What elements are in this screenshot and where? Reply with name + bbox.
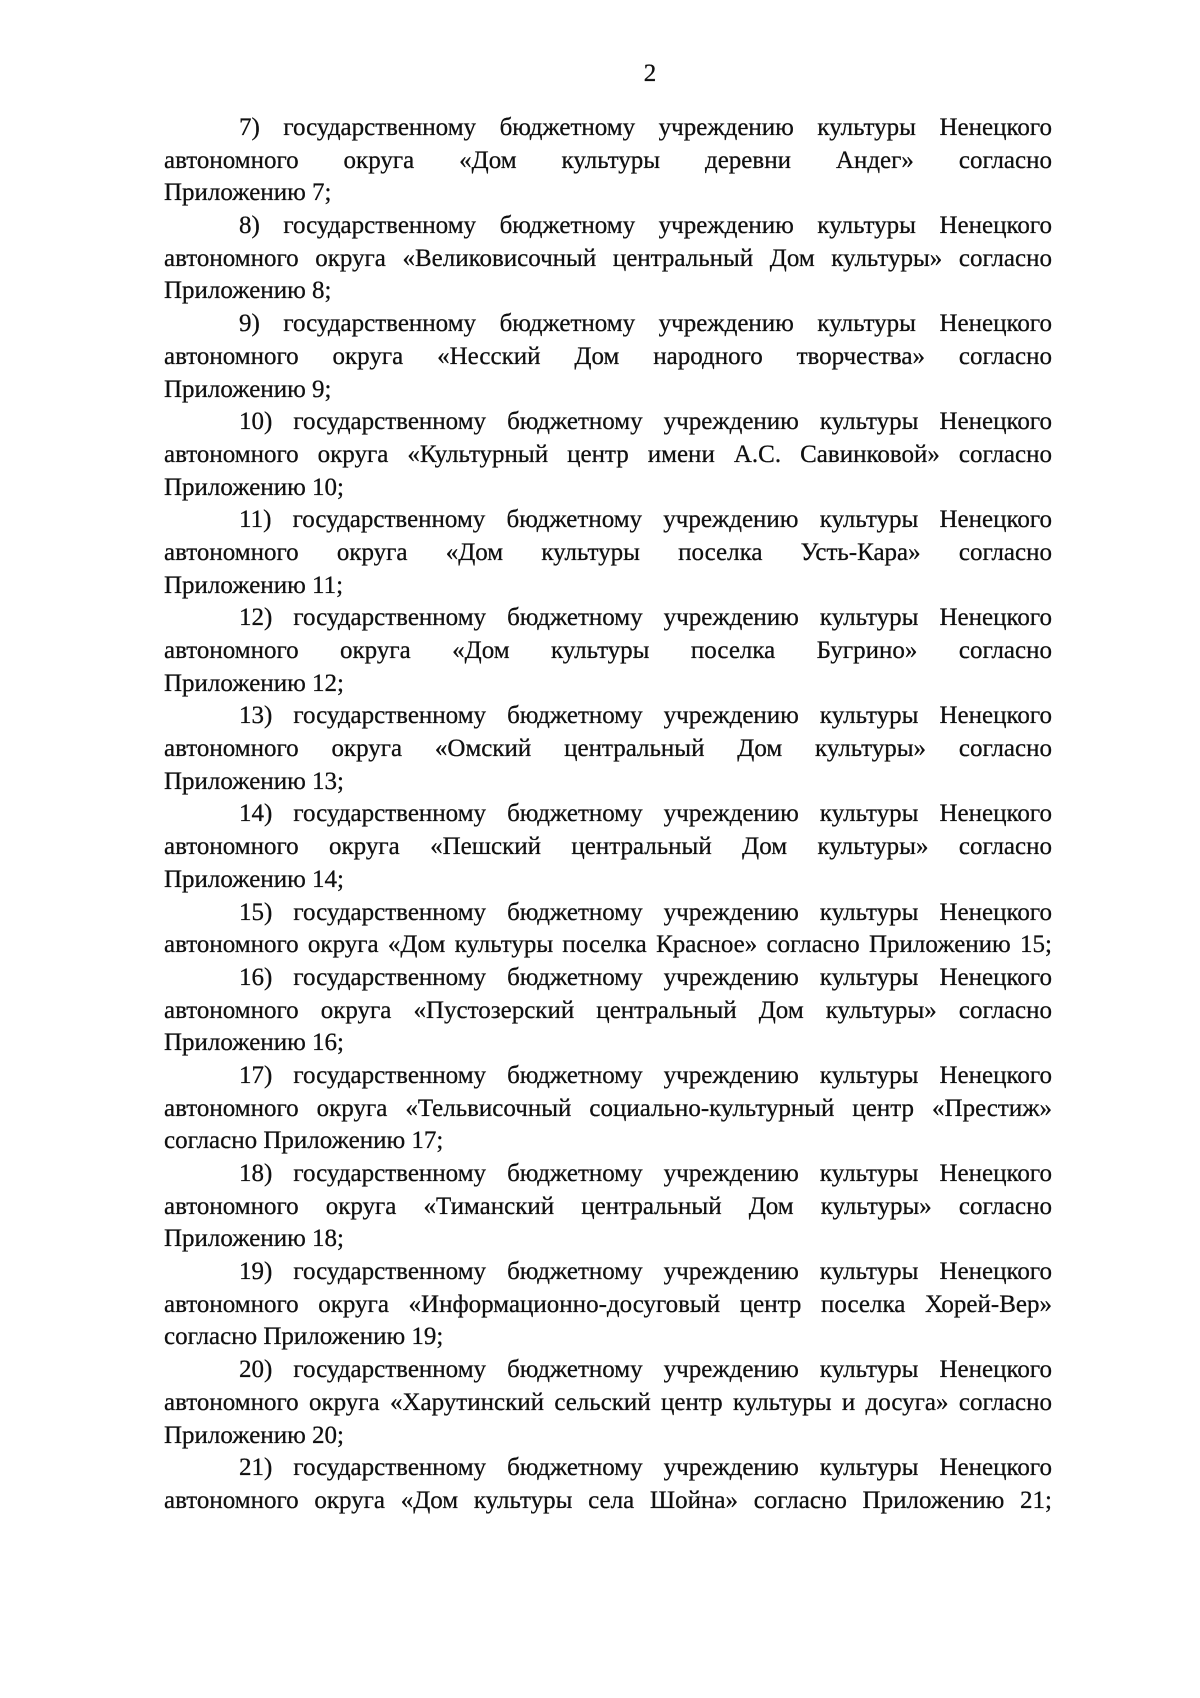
text-line: Приложению 11;	[164, 571, 344, 599]
text-line: автономного округа «Дом культуры села Шойна» согласно Приложению 21;	[164, 1486, 1052, 1514]
text-line: 13) государственному бюджетному учреждению культуры Ненецкого	[239, 702, 1052, 730]
text-line: Приложению 14;	[164, 865, 344, 893]
text-line: согласно Приложению 17;	[164, 1127, 444, 1155]
list-item	[164, 406, 1052, 504]
text-line: автономного округа «Великовисочный центральный Дом культуры» согласно	[164, 244, 1052, 272]
text-line: Приложению 8;	[164, 277, 332, 305]
text-line: автономного округа «Дом культуры поселка Красное» согласно Приложению 15;	[164, 931, 1052, 959]
list-item	[164, 210, 1052, 308]
text-line: Приложению 12;	[164, 669, 344, 697]
text-line: автономного округа «Несский Дом народного творчества» согласно	[164, 342, 1052, 370]
list-item	[164, 112, 1052, 210]
text-line: 12) государственному бюджетному учреждению культуры Ненецкого	[239, 604, 1052, 632]
list-item	[164, 1452, 1052, 1517]
text-line: 20) государственному бюджетному учреждению культуры Ненецкого	[239, 1356, 1052, 1384]
text-line: автономного округа «Пустозерский центральный Дом культуры» согласно	[164, 996, 1052, 1024]
text-line: 17) государственному бюджетному учреждению культуры Ненецкого	[239, 1061, 1052, 1089]
text-line: 7) государственному бюджетному учреждению культуры Ненецкого	[239, 114, 1052, 141]
text-line: автономного округа «Дом культуры поселка Усть-Кара» согласно	[164, 538, 1052, 566]
list-item	[164, 504, 1052, 602]
list-item	[164, 798, 1052, 896]
text-line: автономного округа «Культурный центр имени А.С. Савинковой» согласно	[164, 440, 1052, 468]
text-line: автономного округа «Тельвисочный социально-культурный центр «Престиж»	[164, 1094, 1052, 1122]
text-line: 11) государственному бюджетному учреждению культуры Ненецкого	[239, 506, 1052, 534]
text-line: 8) государственному бюджетному учреждению культуры Ненецкого	[239, 212, 1052, 240]
text-line: согласно Приложению 19;	[164, 1323, 444, 1351]
list-item	[164, 1060, 1052, 1158]
list-item	[164, 1158, 1052, 1256]
text-line: автономного округа «Дом культуры поселка Бугрино» согласно	[164, 637, 1052, 664]
text-line: автономного округа «Тиманский центральный Дом культуры» согласно	[164, 1192, 1052, 1220]
list-item	[164, 700, 1052, 798]
list-item	[164, 1256, 1052, 1354]
list-item	[164, 897, 1052, 962]
text-line: 19) государственному бюджетному учреждению культуры Ненецкого	[239, 1258, 1052, 1286]
text-line: 14) государственному бюджетному учреждению культуры Ненецкого	[239, 800, 1052, 828]
text-line: Приложению 13;	[164, 767, 344, 795]
document-body	[164, 112, 1052, 1518]
text-line: Приложению 10;	[164, 473, 344, 501]
list-item	[164, 602, 1052, 700]
text-line: Приложению 20;	[164, 1421, 344, 1449]
text-line: 15) государственному бюджетному учреждению культуры Ненецкого	[239, 898, 1052, 926]
text-line: 9) государственному бюджетному учреждению культуры Ненецкого	[239, 310, 1052, 338]
list-item	[164, 308, 1052, 406]
text-line: автономного округа «Омский центральный Дом культуры» согласно	[164, 735, 1052, 763]
text-line: Приложению 7;	[164, 179, 332, 207]
text-line: Приложению 9;	[164, 375, 332, 403]
text-line: Приложению 16;	[164, 1029, 344, 1057]
list-item	[164, 1354, 1052, 1452]
text-line: 16) государственному бюджетному учреждению культуры Ненецкого	[239, 963, 1052, 991]
text-line: 10) государственному бюджетному учреждению культуры Ненецкого	[239, 408, 1052, 436]
list-item	[164, 962, 1052, 1060]
text-line: 21) государственному бюджетному учреждению культуры Ненецкого	[239, 1454, 1052, 1482]
text-line: автономного округа «Пешский центральный Дом культуры» согласно	[164, 833, 1052, 861]
text-line: автономного округа «Дом культуры деревни Андег» согласно	[164, 146, 1052, 174]
text-line: 18) государственному бюджетному учреждению культуры Ненецкого	[239, 1160, 1052, 1187]
page-number: 2	[643, 60, 657, 87]
text-line: автономного округа «Информационно-досуговый центр поселка Хорей-Вер»	[164, 1290, 1052, 1318]
text-line: автономного округа «Харутинский сельский центр культуры и досуга» согласно	[164, 1388, 1052, 1416]
text-line: Приложению 18;	[164, 1225, 344, 1253]
